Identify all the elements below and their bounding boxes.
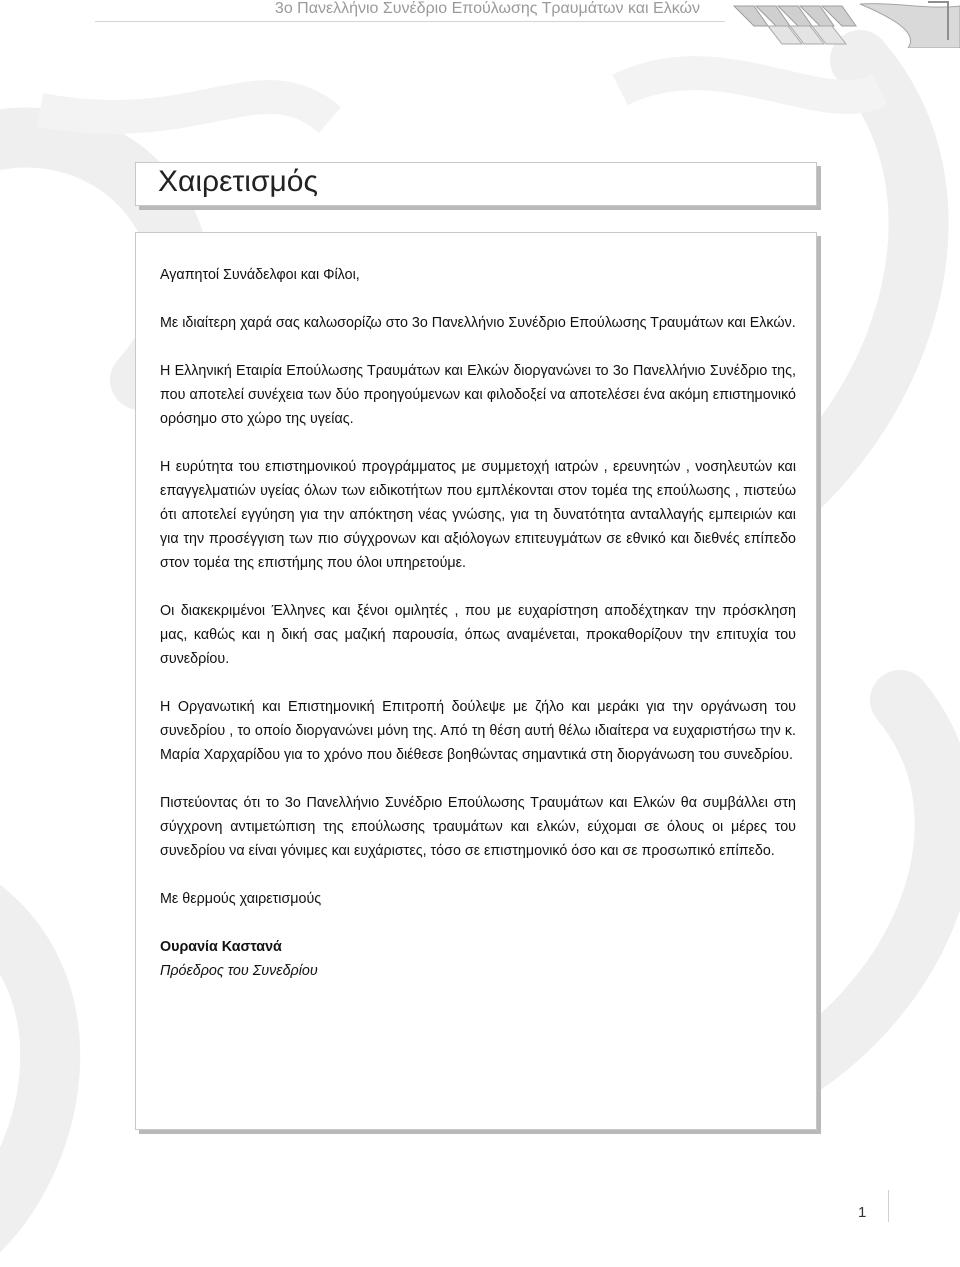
conference-logo-icon xyxy=(728,0,960,48)
letter-box xyxy=(135,232,817,1130)
paragraph: Οι διακεκριμένοι Έλληνες και ξένοι ομιλητές , που με ευχαρίστηση αποδέχτηκαν την πρόσκληση μας, καθώς και η δική σας μαζική παρουσία, όπως αναμένεται, προκαθορίζουν την επιτυχία του συνεδρίου. xyxy=(160,603,796,667)
signer-role: Πρόεδρος του Συνεδρίου xyxy=(160,963,318,979)
paragraph: Η ευρύτητα του επιστημονικού προγράμματος με συμμετοχή ιατρών , ερευνητών , νοσηλευτών και επαγγελματιών υγείας όλων των ειδικοτήτων που εμπλέκονται στον τομέα της επούλωσης , πιστεύω ότι αποτελεί εγγύηση για την απόκτηση νέας γνώσης, για τη δυνατότητα ανταλλαγής εμπειριών και για την προσέγγιση των πιο σύγχρονων και αξιόλογων επιτευγμάτων σε εθνικό και διεθνές επίπεδο στον τομέα της επιστήμης που όλοι υπηρετούμε. xyxy=(160,459,796,571)
paragraph: Η Οργανωτική και Επιστημονική Επιτροπή δούλεψε με ζήλο και μεράκι για την οργάνωση του συνεδρίου , το οποίο διοργανώνει μόνη της. Από τη θέση αυτή θέλω ιδιαίτερα να ευχαριστήσω την κ. Μαρία Χαρχαρίδου για το χρόνο που διέθεσε βοηθώντας σημαντικά στη διοργάνωση του συνεδρίου. xyxy=(160,699,796,763)
title-box xyxy=(135,162,817,206)
closing: Με θερμούς χαιρετισμούς xyxy=(160,891,322,907)
paragraph: Η Ελληνική Εταιρία Επούλωσης Τραυμάτων και Ελκών διοργανώνει το 3ο Πανελλήνιο Συνέδριο της, που αποτελεί συνέχεια των δύο προηγούμενων και φιλοδοξεί να αποτελέσει ένα ακόμη επιστημονικό ορόσημο στο χώρο της υγείας. xyxy=(160,363,796,427)
signer-name: Ουρανία Καστανά xyxy=(160,939,282,955)
page-margin-rule xyxy=(888,1190,889,1222)
paragraph: Με ιδιαίτερη χαρά σας καλωσορίζω στο 3ο Πανελλήνιο Συνέδριο Επούλωσης Τραυμάτων και Ελκών. xyxy=(160,315,796,331)
paragraph: Πιστεύοντας ότι το 3ο Πανελλήνιο Συνέδριο Επούλωσης Τραυμάτων και Ελκών θα συμβάλλει στη σύγχρονη αντιμετώπιση της επούλωσης τραυμάτων και ελκών, εύχομαι σε όλους οι μέρες του συνεδρίου να είναι γόνιμες και ευχάριστες, τόσο σε επιστημονικό όσο και σε προσωπικό επίπεδο. xyxy=(160,795,796,859)
page-number: 1 xyxy=(858,1204,867,1221)
header-rule xyxy=(95,21,725,22)
header-title: 3ο Πανελλήνιο Συνέδριο Επούλωσης Τραυμάτων και Ελκών xyxy=(274,0,700,17)
page-title: Χαιρετισμός xyxy=(158,165,318,198)
greeting: Αγαπητοί Συνάδελφοι και Φίλοι, xyxy=(160,267,360,283)
letter-content xyxy=(160,263,796,983)
